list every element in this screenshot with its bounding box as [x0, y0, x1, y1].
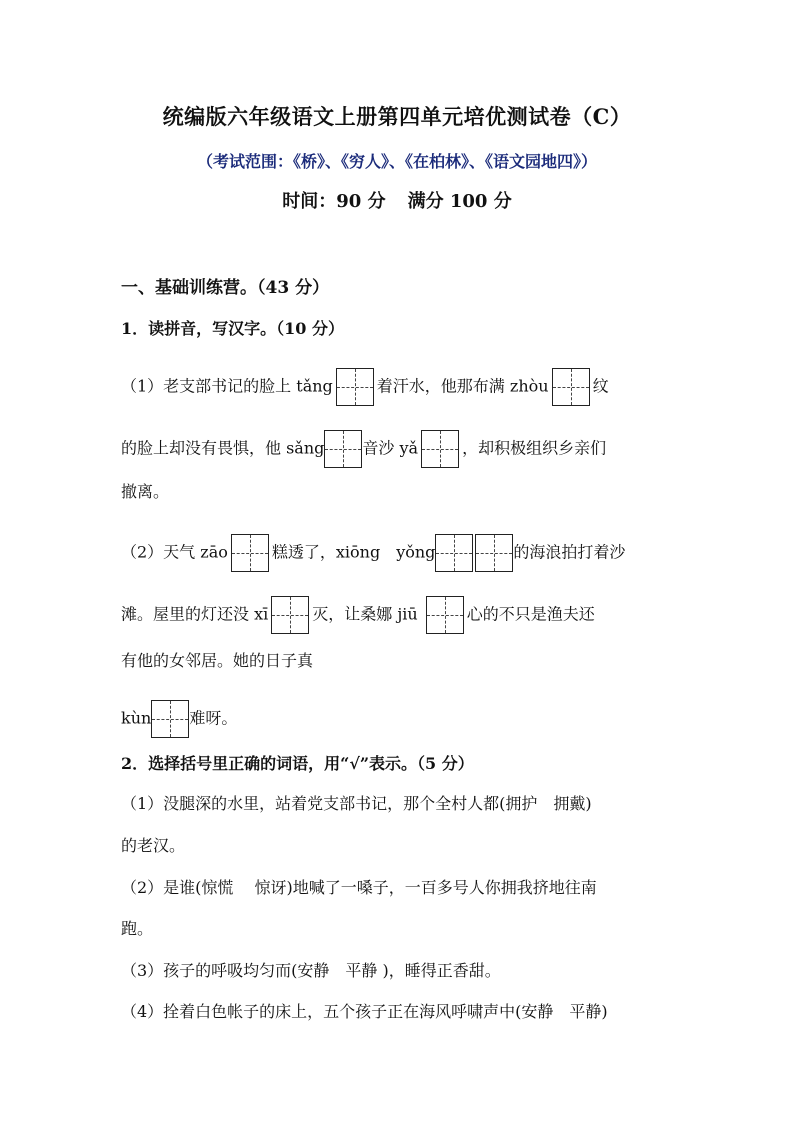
q2-item-1-line1: （1）没腿深的水里，站着党支部书记，那个全村人都(拥护 拥戴): [121, 794, 592, 813]
q1-p1-text-d: 的脸上却没有畏惧，他 sǎng: [121, 438, 325, 458]
q1-p2-text-c: 的海浪拍打着沙: [513, 542, 626, 562]
q1-p2-text-f: 心的不只是渔夫还: [466, 604, 595, 624]
q1-p2-line1: [121, 534, 681, 572]
q1-p1-text-b: 着汗水，他那布满 zhòu: [376, 376, 549, 396]
q1-p2-line2: [121, 596, 681, 634]
exam-full-score: 满分 100 分: [407, 191, 512, 212]
q1-p2-text-i: 难呀。: [189, 708, 238, 728]
q2-item-2-line1: （2）是谁(惊慌 惊讶)地喊了一嗓子，一百多号人你拥我挤地往南: [121, 878, 597, 897]
exam-time-info: [0, 187, 794, 213]
pinyin-write-box[interactable]: [336, 368, 374, 406]
pinyin-write-box[interactable]: [435, 534, 473, 572]
q1-p2-line3: 有他的女邻居。她的日子真: [121, 651, 314, 670]
exam-title: 统编版六年级语文上册第四单元培优测试卷（C）: [162, 104, 632, 129]
q1-p2-text-b: 糕透了，xiōng yǒng: [271, 542, 436, 562]
q1-p1-line2: [121, 430, 681, 468]
q1-p2-text-d: 滩。屋里的灯还没 xī: [121, 604, 269, 624]
question-2-heading: 2．选择括号里正确的词语，用“√”表示。（5 分）: [121, 754, 474, 773]
pinyin-write-box[interactable]: [475, 534, 513, 572]
q1-p2-text-h: kùn: [121, 708, 152, 728]
q1-p2-line4: [121, 700, 681, 738]
q1-p1-text-e: 音沙 yǎ: [362, 438, 419, 458]
q1-p1-line3: 撤离。: [121, 482, 170, 501]
exam-scope: （考试范围：《桥》、《穷人》、《在柏林》、《语文园地四》）: [196, 152, 597, 171]
q2-item-3: （3）孩子的呼吸均匀而(安静 平静 )，睡得正香甜。: [121, 961, 501, 980]
pinyin-write-box[interactable]: [426, 596, 464, 634]
q2-item-2-line2: 跑。: [121, 919, 154, 938]
pinyin-write-box[interactable]: [552, 368, 590, 406]
pinyin-write-box[interactable]: [271, 596, 309, 634]
pinyin-write-box[interactable]: [151, 700, 189, 738]
q1-p1-text-a: （1）老支部书记的脸上 tǎng: [121, 376, 333, 396]
pinyin-write-box[interactable]: [421, 430, 459, 468]
exam-time: 时间：90 分: [282, 191, 386, 212]
q2-item-4: （4）拴着白色帐子的床上，五个孩子正在海风呼啸声中(安静 平静): [121, 1002, 608, 1021]
question-1-heading: 1．读拼音，写汉字。（10 分）: [121, 319, 344, 338]
q2-item-1-line2: 的老汉。: [121, 836, 186, 855]
section-heading: 一、基础训练营。（43 分）: [121, 278, 330, 298]
q1-p1-text-f: ，却积极组织乡亲们: [462, 438, 607, 458]
pinyin-write-box[interactable]: [231, 534, 269, 572]
q1-p2-text-a: （2）天气 zāo: [121, 542, 228, 562]
q1-p1-line1: [121, 368, 681, 406]
q1-p1-text-c: 纹: [592, 376, 609, 396]
q1-p2-text-e: 灭，让桑娜 jiū: [312, 604, 418, 624]
pinyin-write-box[interactable]: [324, 430, 362, 468]
